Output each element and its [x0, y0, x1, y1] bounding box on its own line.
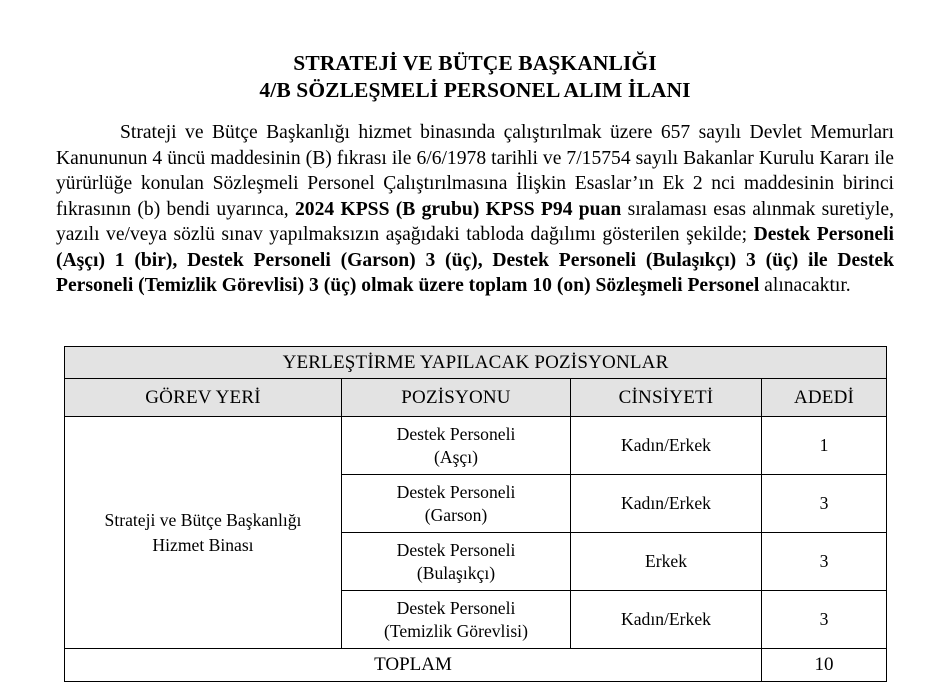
intro-paragraph — [56, 120, 894, 299]
paragraph-emphasis-3: Destek Personeli (Aşçı) 1 (bir), Destek Personeli (Garson) 3 (üç), Destek Personeli (Bulaşıkçı) 3 (üç) ile Destek Personeli (Temizlik Görevlisi) 3 (üç) olmak üzere toplam 10 (on) Sözleşmeli Personel — [56, 224, 894, 296]
table-caption-row — [65, 347, 887, 379]
position-line-2: (Aşçı) — [434, 446, 478, 467]
position-cell — [342, 475, 571, 533]
paragraph-emphasis-1: 2024 KPSS (B grubu) KPSS P94 puan — [294, 198, 622, 220]
gender-cell: Kadın/Erkek — [571, 591, 762, 649]
count-cell: 3 — [762, 591, 887, 649]
position-cell — [342, 417, 571, 475]
paragraph-text-0: Strateji ve Bütçe Başkanlığı hizmet binasında çalıştırılmak üzere 657 sayılı Devlet Memurları Kanununun 4 üncü maddesinin (B) fıkrası ile 6/6/1978 tarihli ve 7/15754 sayılı Bakanlar Kurulu Kararı ile yürürlüğe konulan Sözleşmeli Personel Çalıştırılmasına İlişkin Esaslar’ın Ek 2 nci maddesinin birinci fıkrasının (b) bendi uyarınca, — [56, 122, 894, 220]
positions-table — [64, 346, 887, 682]
paragraph-text-2: sıralaması esas alınmak suretiyle, yazılı ve/veya sözlü sınav yapılmaksızın aşağıdaki tabloda dağılımı gösterilen şekilde; — [56, 198, 894, 245]
total-value: 10 — [762, 649, 887, 682]
workplace-line-1: Strateji ve Bütçe Başkanlığı — [104, 509, 302, 530]
column-header-pozisyonu: POZİSYONU — [342, 379, 571, 417]
position-line-1: Destek Personeli — [396, 423, 516, 444]
table-body — [65, 417, 887, 682]
gender-cell: Erkek — [571, 533, 762, 591]
gender-cell: Kadın/Erkek — [571, 417, 762, 475]
table-caption: YERLEŞTİRME YAPILACAK POZİSYONLAR — [65, 347, 887, 379]
body-section — [56, 120, 894, 299]
count-cell: 1 — [762, 417, 887, 475]
position-line-1: Destek Personeli — [396, 539, 516, 560]
column-header-gorev-yeri: GÖREV YERİ — [65, 379, 342, 417]
title-line-1: STRATEJİ VE BÜTÇE BAŞKANLIĞI — [293, 51, 657, 75]
table-header-row — [65, 379, 887, 417]
column-header-cinsiyeti: CİNSİYETİ — [571, 379, 762, 417]
total-label: TOPLAM — [65, 649, 762, 682]
table-row — [65, 417, 887, 475]
gender-cell: Kadın/Erkek — [571, 475, 762, 533]
count-cell: 3 — [762, 533, 887, 591]
paragraph-text-4: alınacaktır. — [759, 275, 851, 296]
position-cell — [342, 591, 571, 649]
position-line-2: (Garson) — [424, 504, 488, 525]
title-line-2: 4/B SÖZLEŞMELİ PERSONEL ALIM İLANI — [259, 78, 691, 102]
position-line-2: (Temizlik Görevlisi) — [384, 620, 528, 641]
column-header-adedi: ADEDİ — [762, 379, 887, 417]
table-total-row — [65, 649, 887, 682]
position-line-2: (Bulaşıkçı) — [416, 562, 496, 583]
position-line-1: Destek Personeli — [396, 481, 516, 502]
count-cell: 3 — [762, 475, 887, 533]
workplace-cell — [65, 417, 342, 649]
document-title — [0, 50, 950, 104]
position-line-1: Destek Personeli — [396, 597, 516, 618]
table-head — [65, 347, 887, 417]
workplace-line-2: Hizmet Binası — [152, 534, 254, 555]
positions-table-container — [64, 346, 886, 682]
position-cell — [342, 533, 571, 591]
